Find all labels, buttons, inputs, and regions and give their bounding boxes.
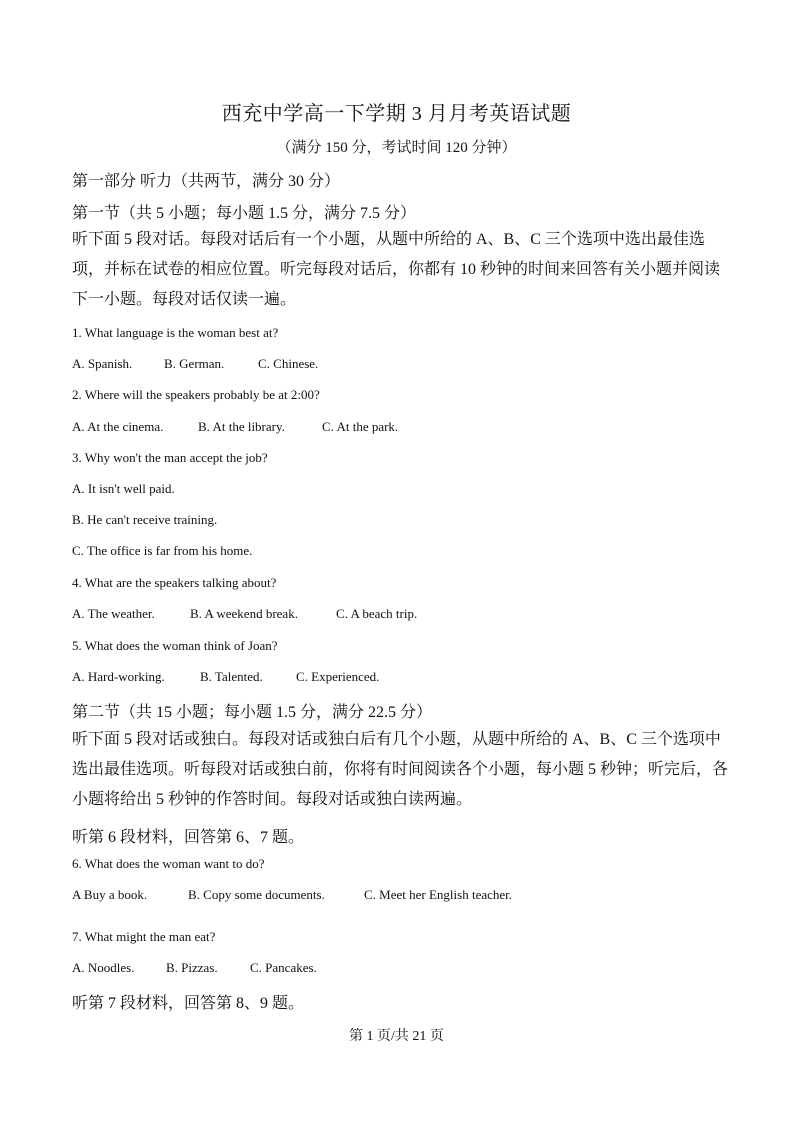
q7-option-a: A. Noodles. [72, 960, 135, 975]
question-4-options [72, 606, 417, 622]
part1-heading: 第一部分 听力（共两节，满分 30 分） [72, 173, 341, 190]
material-7-heading: 听第 7 段材料，回答第 8、9 题。 [72, 995, 305, 1012]
section1-instructions: 听下面 5 段对话。每段对话后有一个小题，从题中所给的 A、B、C 三个选项中选出最佳选项，并标在试卷的相应位置。听完每段对话后，你都有 10 秒钟的时间来回答有关小题并阅读下一小题。每段对话仅读一遍。 [72, 231, 721, 308]
page-title: 西充中学高一下学期 3 月月考英语试题 [221, 103, 572, 125]
question-3-stem: 3. Why won't the man accept the job? [72, 450, 268, 465]
question-2-stem: 2. Where will the speakers probably be at 2:00? [72, 387, 320, 402]
q5-option-a: A. Hard-working. [72, 669, 165, 684]
material-6-heading: 听第 6 段材料，回答第 6、7 题。 [72, 829, 305, 846]
question-7-options [72, 960, 317, 976]
q5-option-c: C. Experienced. [296, 669, 380, 684]
q7-option-c: C. Pancakes. [250, 960, 317, 975]
q4-option-a: A. The weather. [72, 606, 155, 621]
q2-option-b: B. At the library. [198, 419, 285, 434]
q7-option-b: B. Pizzas. [166, 960, 218, 975]
q3-option-b: B. He can't receive training. [72, 512, 218, 527]
q2-option-a: A. At the cinema. [72, 419, 164, 434]
question-1-stem: 1. What language is the woman best at? [72, 325, 279, 340]
question-1-options [72, 356, 318, 372]
q3-option-c: C. The office is far from his home. [72, 543, 253, 558]
section2-heading: 第二节（共 15 小题；每小题 1.5 分，满分 22.5 分） [72, 704, 433, 721]
q3-option-a: A. It isn't well paid. [72, 481, 175, 496]
q4-option-b: B. A weekend break. [190, 606, 298, 621]
section1-heading: 第一节（共 5 小题；每小题 1.5 分，满分 7.5 分） [72, 205, 417, 222]
question-6-stem: 6. What does the woman want to do? [72, 856, 265, 871]
q2-option-c: C. At the park. [322, 419, 399, 434]
q6-option-b: B. Copy some documents. [188, 887, 325, 902]
question-4-stem: 4. What are the speakers talking about? [72, 575, 277, 590]
q4-option-c: C. A beach trip. [336, 606, 418, 621]
question-5-stem: 5. What does the woman think of Joan? [72, 638, 278, 653]
question-2-options [72, 419, 398, 435]
exam-info: （满分 150 分，考试时间 120 分钟） [276, 140, 517, 156]
page-number: 第 1 页/共 21 页 [349, 1029, 444, 1044]
q1-option-c: C. Chinese. [258, 356, 319, 371]
q6-option-c: C. Meet her English teacher. [364, 887, 513, 902]
question-5-options [72, 669, 379, 685]
q5-option-b: B. Talented. [200, 669, 263, 684]
question-7-stem: 7. What might the man eat? [72, 929, 216, 944]
q1-option-b: B. German. [164, 356, 225, 371]
q1-option-a: A. Spanish. [72, 356, 133, 371]
q6-option-a: A Buy a book. [72, 887, 148, 902]
section2-instructions: 听下面 5 段对话或独白。每段对话或独白后有几个小题，从题中所给的 A、B、C 三个选项中选出最佳选项。听每段对话或独白前，你将有时间阅读各个小题，每小题 5 秒钟；听完后，各小题将给出 5 秒钟的作答时间。每段对话或独白读两遍。 [72, 731, 729, 808]
question-6-options [72, 887, 512, 903]
